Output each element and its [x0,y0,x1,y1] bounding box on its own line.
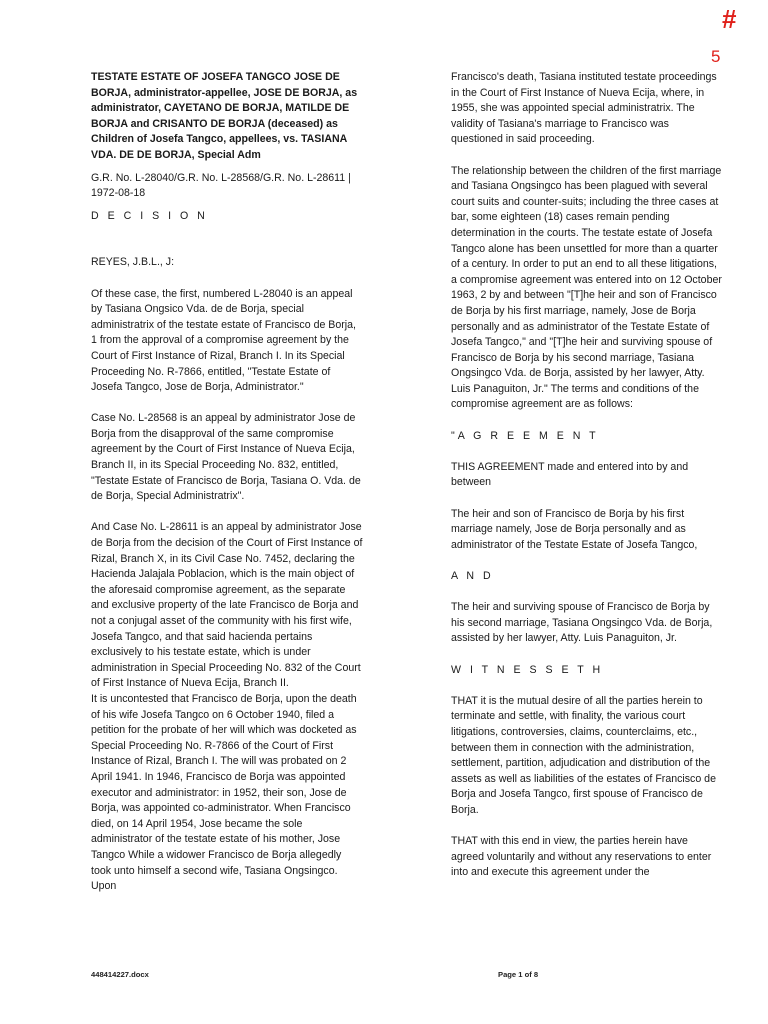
paragraph: And Case No. L-28611 is an appeal by administrator Jose de Borja from the decision of the Court of First Instance of Rizal, Branch X, in its Civil Case No. 7452, declaring the Hacienda Jalajala Poblacion, which is the main object of the aforesaid compromise agreement, as the separate and exclusive property of the late Francisco de Borja and not a conjugal asset of the community with his first wife, Josefa Tangco, and that said hacienda pertains exclusively to his testate estate, which is under administration in Special Proceeding No. 832 of the Court of First Instance of Nueva Ecija, Branch II. [91,521,363,690]
paragraph: Case No. L-28568 is an appeal by administrator Jose de Borja from the disapproval of the same compromise agreement by the Court of First Instance of Nueva Ecija, Branch II, in its Special Proceeding No. 832, entitled, "Testate Estate of Francisco de Borja, Tasiana O. Vda. de de Borja, Special Administratrix". [91,412,361,503]
left-column [91,70,363,895]
spacer [91,224,363,255]
paragraph: Francisco's death, Tasiana instituted testate proceedings in the Court of First Instance of Nueva Ecija, where, in 1955, she was appointed special administratrix. The validity of Tasiana's marriage to Francisco was questioned in said proceeding. [451,71,717,146]
case-title: TESTATE ESTATE OF JOSEFA TANGCO JOSE DE BORJA, administrator-appellee, JOSE DE BORJA, as administrator, CAYETANO DE BORJA, MATILDE DE BORJA and CRISANTO DE BORJA (deceased) as Children of Josefa Tangco, appellees, vs. TASIANA VDA. DE DE BORJA, Special Adm [91,71,358,161]
paragraph: The heir and surviving spouse of Francisco de Borja by his second marriage, Tasiana Ongsingco Vda. de Borja, assisted by her lawyer, Atty. Luis Panaguiton, Jr. [451,601,713,645]
paragraph: The relationship between the children of the first marriage and Tasiana Ongsingco has been plagued with several court suits and counter-suits; including the three cases at bar, some eighteen (18) cases remain pending determination in the courts. The testate estate of Josefa Tangco alone has been unsettled for more than a quarter of a century. In order to put an end to all these litigations, a compromise agreement was entered into on 12 October 1963, 2 by and between "[T]he heir and son of Francisco de Borja by his first marriage, namely, Jose de Borja personally and as administrator of the Testate Estate of Josefa Tangco," and "[T]he heir and surviving spouse of Francisco de Borja by his second marriage, Tasiana Ongsingco Vda. de Borja, assisted by her lawyer, Atty. Luis Panaguiton, Jr." The terms and conditions of the compromise agreement are as follows: [451,164,722,411]
paragraph: It is uncontested that Francisco de Borja, upon the death of his wife Josefa Tangco on 6 October 1940, filed a petition for the probate of her will which was docketed as Special Proceeding No. R-7866 of the Court of First Instance of Rizal, Branch I. The will was probated on 2 April 1941. In 1946, Francisco de Borja was appointed executor and administrator: in 1952, their son, Jose de Borja, was appointed co-administrator. When Francisco died, on 14 April 1954, Jose became the sole administrator of the testate estate of his mother, Jose Tangco While a widower Francisco de Borja allegedly took unto himself a second wife, Tasiana Ongsingco. Upon [91,692,357,893]
decision-label: D E C I S I O N [91,209,208,222]
paragraph: THIS AGREEMENT made and entered into by and between [451,460,689,489]
right-column [451,70,723,896]
page-marker-hash: # [722,4,737,34]
ponente: REYES, J.B.L., J: [91,256,175,269]
paragraph: The heir and son of Francisco de Borja by his first marriage namely, Jose de Borja personally and as administrator of the Testate Estate of Josefa Tangco, [451,507,698,551]
paragraph: Of these case, the first, numbered L-28040 is an appeal by Tasiana Ongsico Vda. de de Borja, special administratrix of the testate estate of Francisco de Borja, 1 from the approval of a compromise agreement by the Court of First Instance of Rizal, Branch I. In its Special Proceeding No. R-7866, entitled, "Testate Estate of Josefa Tangco, Jose de Borja, Administrator." [91,287,356,394]
and-heading: A N D [451,570,494,582]
page-marker-number: 5 [711,47,721,66]
paragraph: THAT with this end in view, the parties herein have agreed voluntarily and without any reservations to enter into and execute this agreement under the [451,835,712,879]
paragraph: THAT it is the mutual desire of all the parties herein to terminate and settle, with finality, the various court litigations, controversies, claims, counterclaims, etc., between them in connection with the administration, settlement, partition, adjudication and distribution of the assets as well as liabilities of the estates of Francisco de Borja and Josefa Tangco, first spouse of Francisco de Borja. [451,694,716,816]
agreement-heading: "A G R E E M E N T [451,429,599,442]
witnesseth-heading: W I T N E S S E T H [451,663,604,676]
gr-numbers: G.R. No. L-28040/G.R. No. L-28568/G.R. No. L-28611 | 1972-08-18 [91,171,351,200]
footer-filename: 448414227.docx [91,970,149,979]
footer-page-number: Page 1 of 8 [498,970,539,979]
